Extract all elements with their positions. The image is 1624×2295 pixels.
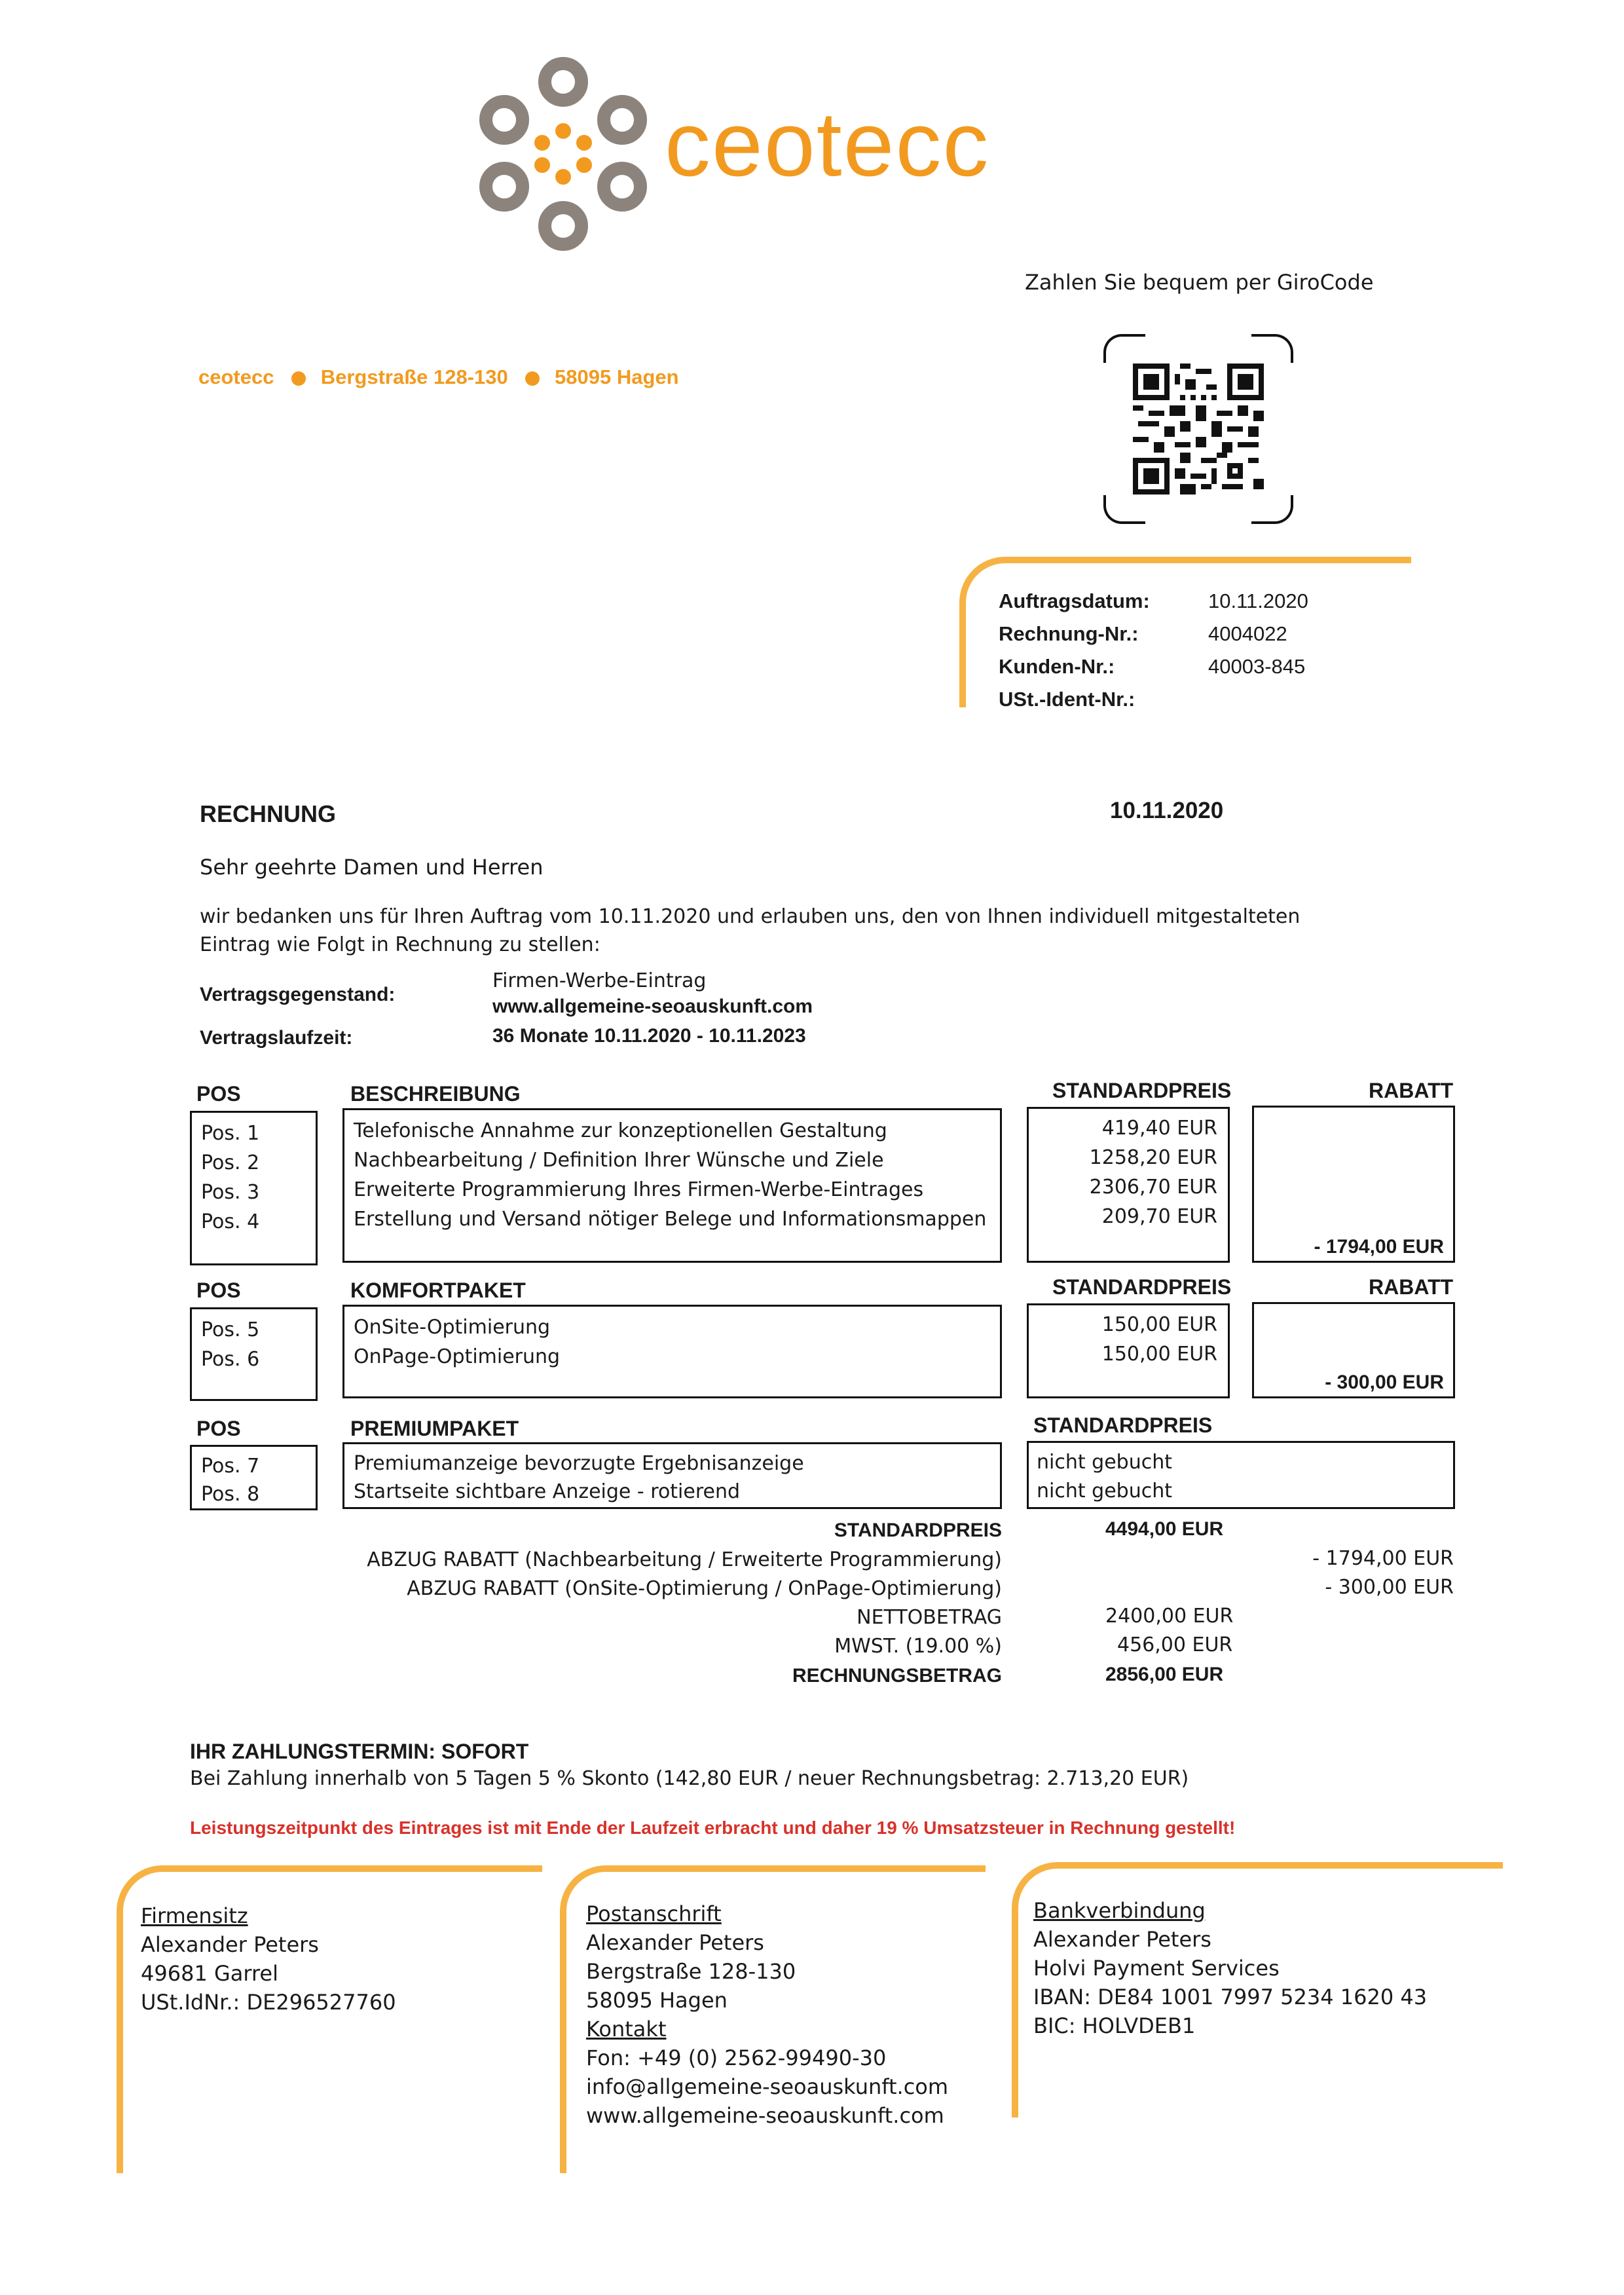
description-box — [342, 1305, 1002, 1398]
intro-line: wir bedanken uns für Ihren Auftrag vom 10.11.2020 und erlauben uns, den von Ihnen individuell mitgestalteten — [200, 905, 1301, 928]
description-box — [342, 1108, 1002, 1263]
col-header-discount: RABATT — [1369, 1079, 1454, 1102]
sender-line — [198, 365, 679, 389]
salutation: Sehr geehrte Damen und Herren — [200, 855, 544, 880]
footer-heading: Postanschrift — [586, 1901, 722, 1926]
company-logo — [458, 52, 1087, 262]
standard-value: 4494,00 EUR — [1105, 1518, 1224, 1540]
pos-box — [190, 1307, 318, 1401]
pos-box — [190, 1111, 318, 1265]
footer-line: Alexander Peters — [1033, 1927, 1211, 1952]
pos-label: Pos. 1 — [201, 1122, 260, 1145]
footer-seat — [141, 1901, 396, 2017]
meta-value: 4004022 — [1208, 622, 1287, 645]
meta-label: Kunden-Nr.: — [999, 655, 1115, 678]
girocode-caption: Zahlen Sie bequem per GiroCode — [1025, 270, 1374, 295]
meta-label: USt.-Ident-Nr.: — [999, 688, 1135, 711]
item-price: 419,40 EUR — [1101, 1117, 1217, 1140]
pos-box — [190, 1445, 318, 1510]
bullet-icon — [525, 371, 540, 386]
tax-notice: Leistungszeitpunkt des Eintrages ist mit Ende der Laufzeit erbracht und daher 19 % Umsatzsteuer in Rechnung gestellt! — [190, 1818, 1236, 1838]
sender-company: ceotecc — [198, 365, 274, 388]
item-description: Premiumanzeige bevorzugte Ergebnisanzeige — [354, 1452, 804, 1475]
discount-value: - 1794,00 EUR — [1314, 1236, 1444, 1258]
col-header-price: STANDARDPREIS — [1033, 1413, 1213, 1437]
footer-line: IBAN: DE84 1001 7997 5234 1620 43 — [1033, 1985, 1428, 2009]
subject-value: www.allgemeine-seoauskunft.com — [492, 996, 813, 1017]
col-header-discount: RABATT — [1369, 1275, 1454, 1299]
net-label: NETTOBETRAG — [857, 1606, 1002, 1629]
footer-bank — [1033, 1896, 1427, 2040]
discount2-label: ABZUG RABATT (OnSite-Optimierung / OnPage-Optimierung) — [407, 1577, 1002, 1600]
footer-line: Alexander Peters — [141, 1932, 319, 1957]
price-box — [1027, 1107, 1230, 1263]
term-value: 36 Monate 10.11.2020 - 10.11.2023 — [492, 1025, 806, 1047]
pos-label: Pos. 8 — [201, 1483, 260, 1506]
pos-label: Pos. 5 — [201, 1318, 260, 1341]
price-box — [1027, 1303, 1230, 1398]
footer-line: Fon: +49 (0) 2562-99490-30 — [586, 2045, 887, 2070]
footer-line: BIC: HOLVDEB1 — [1033, 2013, 1196, 2038]
discount2-value: - 300,00 EUR — [1325, 1576, 1454, 1599]
item-price: 1258,20 EUR — [1089, 1146, 1217, 1169]
col-header-pos: POS — [196, 1278, 241, 1302]
item-price: 150,00 EUR — [1101, 1343, 1217, 1366]
sender-street: Bergstraße 128-130 — [320, 365, 508, 388]
pos-label: Pos. 3 — [201, 1181, 260, 1204]
item-price: nicht gebucht — [1037, 1480, 1172, 1502]
item-price: 150,00 EUR — [1101, 1313, 1217, 1336]
pos-label: Pos. 7 — [201, 1455, 260, 1478]
footer-line: Holvi Payment Services — [1033, 1956, 1280, 1981]
discount-box — [1252, 1106, 1455, 1263]
pos-label: Pos. 4 — [201, 1210, 260, 1233]
discount-value: - 300,00 EUR — [1325, 1371, 1444, 1393]
meta-block — [999, 589, 1365, 720]
pos-label: Pos. 2 — [201, 1151, 260, 1174]
intro-line: Eintrag wie Folgt in Rechnung zu stellen: — [200, 933, 600, 956]
subject-value: Firmen-Werbe-Eintrag — [492, 969, 707, 992]
meta-value: 40003-845 — [1208, 655, 1306, 678]
footer-line: USt.IdNr.: DE296527760 — [141, 1990, 396, 2015]
col-header-pos: POS — [196, 1417, 241, 1440]
col-header-description: BESCHREIBUNG — [350, 1082, 521, 1106]
contact-email-link[interactable]: info@allgemeine-seoauskunft.com — [586, 2074, 949, 2099]
item-description: Telefonische Annahme zur konzeptionellen Gestaltung — [354, 1119, 887, 1142]
vat-value: 456,00 EUR — [1117, 1633, 1233, 1656]
item-price: 209,70 EUR — [1101, 1205, 1217, 1228]
pos-label: Pos. 6 — [201, 1348, 260, 1371]
discount1-value: - 1794,00 EUR — [1312, 1547, 1454, 1570]
footer-line: Alexander Peters — [586, 1930, 764, 1955]
subject-label: Vertragsgegenstand: — [200, 984, 396, 1005]
col-header-price: STANDARDPREIS — [1052, 1275, 1232, 1299]
footer-postal — [586, 1899, 948, 2130]
discount1-label: ABZUG RABATT (Nachbearbeitung / Erweiterte Programmierung) — [367, 1548, 1002, 1571]
item-description: Startseite sichtbare Anzeige - rotierend — [354, 1480, 741, 1503]
contact-website-link[interactable]: www.allgemeine-seoauskunft.com — [586, 2103, 944, 2128]
discount-box — [1252, 1302, 1455, 1398]
standard-label: STANDARDPREIS — [834, 1520, 1002, 1541]
footer-line: 49681 Garrel — [141, 1961, 278, 1986]
payment-term: IHR ZAHLUNGSTERMIN: SOFORT — [190, 1740, 529, 1763]
col-header-pos: POS — [196, 1082, 241, 1106]
col-header-package: PREMIUMPAKET — [350, 1417, 519, 1440]
vat-label: MWST. (19.00 %) — [834, 1635, 1002, 1658]
meta-value: 10.11.2020 — [1208, 589, 1308, 612]
footer-line: Bergstraße 128-130 — [586, 1959, 796, 1984]
item-description: OnPage-Optimierung — [354, 1345, 561, 1368]
totals — [0, 1513, 1624, 1709]
girocode-frame — [1103, 334, 1293, 524]
item-description: OnSite-Optimierung — [354, 1316, 551, 1339]
logo-mark-icon — [458, 52, 668, 262]
footer-heading: Kontakt — [586, 2017, 667, 2042]
footer-heading: Firmensitz — [141, 1903, 248, 1928]
bullet-icon — [291, 371, 306, 386]
brand-wordmark: ceotecc — [665, 92, 990, 195]
item-description: Nachbearbeitung / Definition Ihrer Wünsche und Ziele — [354, 1149, 884, 1172]
term-label: Vertragslaufzeit: — [200, 1027, 353, 1049]
sender-city: 58095 Hagen — [555, 365, 679, 388]
col-header-price: STANDARDPREIS — [1052, 1079, 1232, 1102]
skonto-note: Bei Zahlung innerhalb von 5 Tagen 5 % Skonto (142,80 EUR / neuer Rechnungsbetrag: 2.713,20 EUR) — [190, 1767, 1189, 1790]
item-description: Erweiterte Programmierung Ihres Firmen-Werbe-Eintrages — [354, 1178, 924, 1201]
qr-code-icon — [1133, 364, 1264, 494]
premium-price-box — [1027, 1441, 1455, 1509]
meta-label: Auftragsdatum: — [999, 589, 1150, 612]
item-description: Erstellung und Versand nötiger Belege und Informationsmappen — [354, 1208, 987, 1231]
net-value: 2400,00 EUR — [1105, 1605, 1234, 1628]
footer-heading: Bankverbindung — [1033, 1898, 1206, 1923]
item-price: 2306,70 EUR — [1089, 1176, 1217, 1199]
description-box — [342, 1442, 1002, 1509]
invoice-date: 10.11.2020 — [1110, 798, 1224, 823]
total-label: RECHNUNGSBETRAG — [792, 1665, 1002, 1687]
invoice-title: RECHNUNG — [200, 800, 337, 827]
col-header-package: KOMFORTPAKET — [350, 1278, 526, 1302]
item-price: nicht gebucht — [1037, 1451, 1172, 1474]
total-value: 2856,00 EUR — [1105, 1664, 1224, 1685]
meta-label: Rechnung-Nr.: — [999, 622, 1139, 645]
footer-line: 58095 Hagen — [586, 1988, 728, 2013]
